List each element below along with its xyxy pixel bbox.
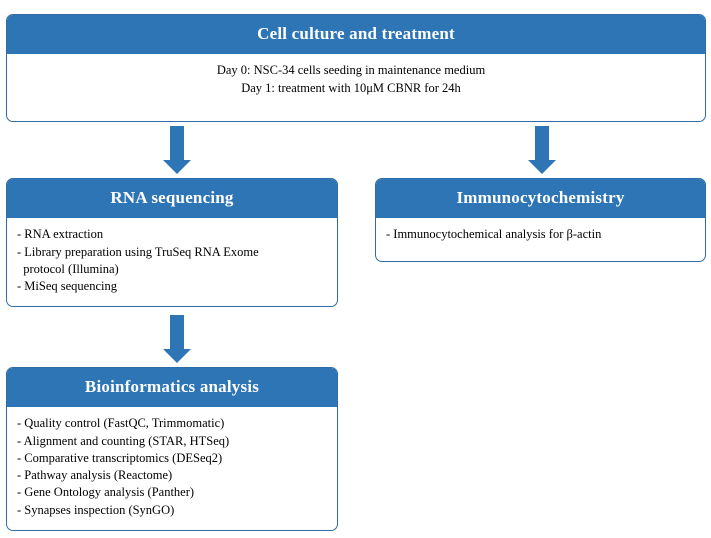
body-line: - RNA extraction xyxy=(17,227,104,242)
body-line: - Immunocytochemical analysis for β-actin xyxy=(386,227,602,242)
arrow-cellculture-to-rnaseq xyxy=(159,126,195,174)
box-rna-sequencing-title: RNA sequencing xyxy=(7,179,337,218)
body-line: protocol (Illumina) xyxy=(17,261,119,276)
box-cell-culture-title: Cell culture and treatment xyxy=(7,15,705,54)
box-immunocytochemistry-body xyxy=(376,218,705,251)
arrow-head xyxy=(528,160,556,174)
box-bioinformatics-analysis xyxy=(6,367,338,531)
body-line: - Quality control (FastQC, Trimmomatic) xyxy=(17,416,225,431)
body-line: - Library preparation using TruSeq RNA Exome xyxy=(17,244,259,259)
arrow-shaft xyxy=(535,126,549,160)
box-rna-sequencing xyxy=(6,178,338,307)
body-line: - Comparative transcriptomics (DESeq2) xyxy=(17,450,223,465)
arrow-head xyxy=(163,160,191,174)
box-bioinformatics-body xyxy=(7,407,337,527)
box-rna-sequencing-body xyxy=(7,218,337,303)
box-immunocytochemistry xyxy=(375,178,706,262)
arrow-shaft xyxy=(170,126,184,160)
box-cell-culture-and-treatment xyxy=(6,14,706,122)
box-bioinformatics-title: Bioinformatics analysis xyxy=(7,368,337,407)
body-line: - Synapses inspection (SynGO) xyxy=(17,502,175,517)
body-line: Day 0: NSC-34 cells seeding in maintenance medium xyxy=(216,63,486,78)
body-line: - Pathway analysis (Reactome) xyxy=(17,468,173,483)
arrow-rnaseq-to-bioinformatics xyxy=(159,315,195,363)
body-line: - Gene Ontology analysis (Panther) xyxy=(17,485,195,500)
body-line: - MiSeq sequencing xyxy=(17,279,117,294)
arrow-head xyxy=(163,349,191,363)
body-line: - Alignment and counting (STAR, HTSeq) xyxy=(17,433,230,448)
box-cell-culture-body xyxy=(7,54,705,105)
arrow-shaft xyxy=(170,315,184,349)
arrow-cellculture-to-immunocytochemistry xyxy=(524,126,560,174)
box-immunocytochemistry-title: Immunocytochemistry xyxy=(376,179,705,218)
body-line: Day 1: treatment with 10μM CBNR for 24h xyxy=(241,80,461,95)
